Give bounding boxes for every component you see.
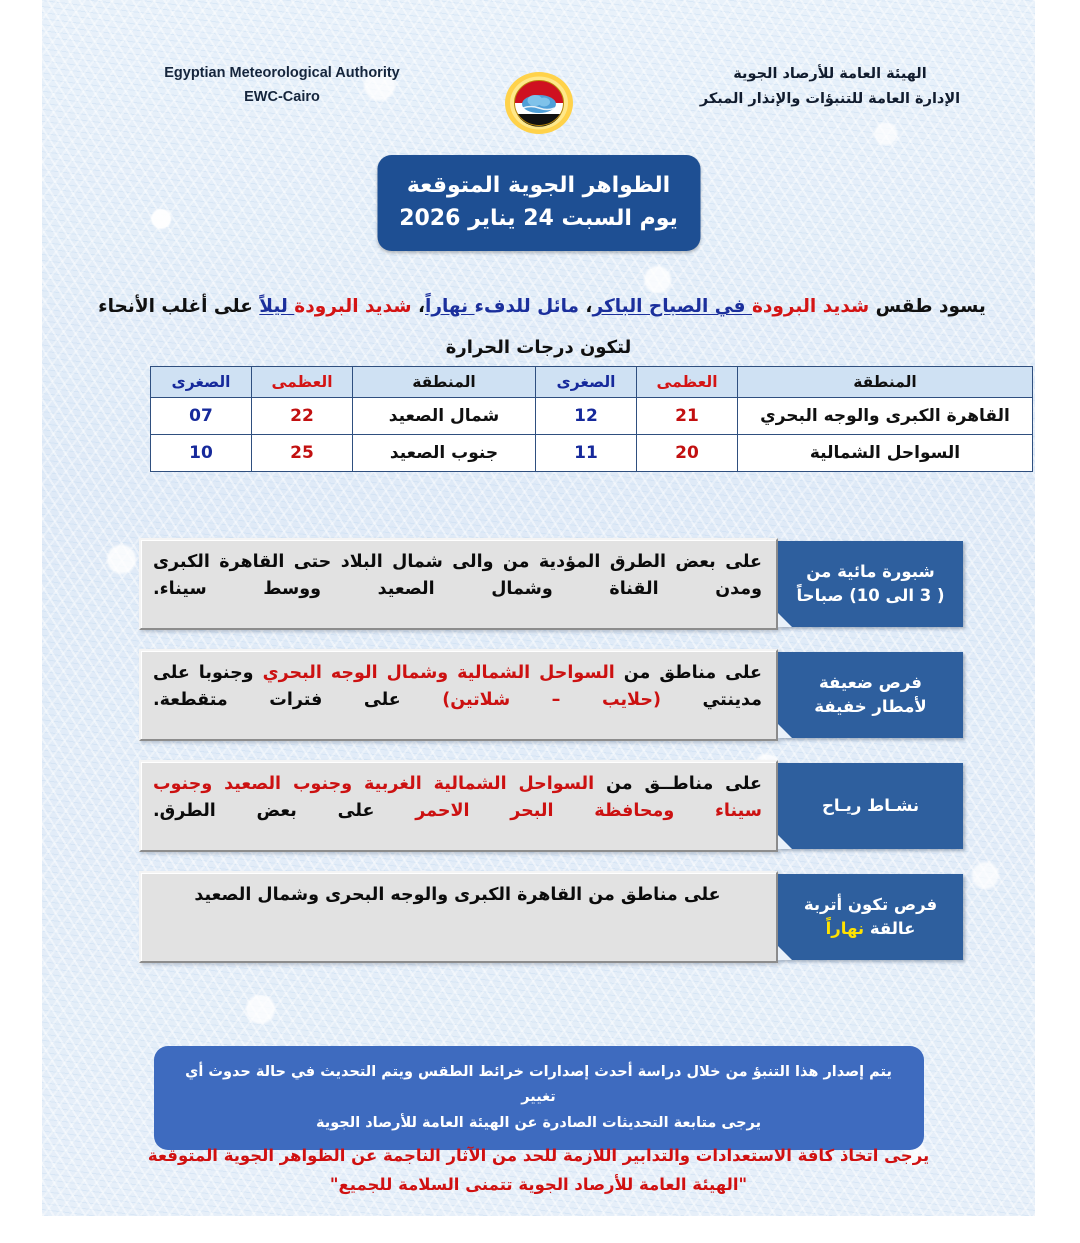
phenomena-list xyxy=(130,538,963,982)
phenomenon-card-fog xyxy=(130,538,963,630)
title-line1: الظواهر الجوية المتوقعة xyxy=(406,173,671,198)
cell-min-left: 10 xyxy=(151,435,252,472)
intro-seg-comma2: ، xyxy=(411,296,425,317)
card-body-rain xyxy=(139,649,778,741)
card-label-fog-text xyxy=(796,560,944,608)
card-label-wind-line1: نشـاط ريـاح xyxy=(821,796,920,816)
cell-min-left: 07 xyxy=(151,398,252,435)
cell-min-right: 11 xyxy=(536,435,637,472)
card-fold-corner-icon xyxy=(778,946,792,960)
phenomenon-card-dust xyxy=(130,871,963,963)
phenomenon-card-wind xyxy=(130,760,963,852)
intro-sentence xyxy=(97,293,987,322)
intro-seg-cold-morning: شديد البرودة xyxy=(752,296,870,317)
update-note-line1: يتم إصدار هذا التنبؤ من خلال دراسة أحدث إصدارات خرائط الطقس ويتم التحديث في حالة حدوث أي تغيير xyxy=(185,1064,892,1106)
header-max-right: العظمى xyxy=(637,367,738,398)
header-min-right: الصغرى xyxy=(536,367,637,398)
card-body-rain-seg3: على فترات متقطعة. xyxy=(153,690,443,711)
header-region-right: المنطقة xyxy=(738,367,1033,398)
header-max-left: العظمى xyxy=(252,367,353,398)
safety-footer-line1: يرجى اتخاذ كافة الاستعدادات والتدابير اللازمة للحد من الآثار الناجمة عن الظواهر الجوية المتوقعة xyxy=(147,1146,930,1165)
document-sheet xyxy=(42,0,1035,1216)
header-arabic-line1: الهيئة العامة للأرصاد الجوية xyxy=(733,66,927,82)
table-header-row xyxy=(151,367,1033,398)
card-label-fog xyxy=(778,541,963,627)
cell-min-right: 12 xyxy=(536,398,637,435)
card-label-rain xyxy=(778,652,963,738)
card-label-dust-line2a: عالقة xyxy=(864,919,916,938)
card-label-rain-text xyxy=(814,671,926,719)
phenomenon-card-rain xyxy=(130,649,963,741)
intro-seg-early-morning: في الصباح الباكر xyxy=(592,296,752,317)
ema-logo xyxy=(501,70,577,136)
card-body-rain-seg1: على مناطق من xyxy=(614,663,762,683)
card-body-wind xyxy=(139,760,778,852)
title-line2: يوم السبت 24 يناير 2026 xyxy=(399,206,678,231)
card-label-dust-text xyxy=(804,893,937,941)
card-label-rain-line2: لأمطار خفيفة xyxy=(814,697,927,716)
table-row xyxy=(151,435,1033,472)
table-row xyxy=(151,398,1033,435)
title-banner xyxy=(377,155,700,251)
card-body-wind-red1: السواحل الشمالية الغربية وجنوب الصعيد وجنوب سيناء ومحافظة البحر الاحمر xyxy=(153,774,763,822)
card-body-rain-seg2: وجنوبا على مدينتي xyxy=(153,663,762,711)
cell-region-left: جنوب الصعيد xyxy=(353,435,536,472)
card-label-wind xyxy=(778,763,963,849)
card-label-dust-line1: فرص تكون أتربة xyxy=(803,895,938,915)
safety-footer-line2: "الهيئة العامة للأرصاد الجوية تتمنى السلامة للجميع" xyxy=(329,1174,748,1194)
intro-seg-regions: على أغلب الأنحاء xyxy=(98,296,260,317)
intro-seg-1: يسود طقس xyxy=(869,296,986,317)
temperature-table xyxy=(150,366,1033,472)
cell-max-left: 25 xyxy=(252,435,353,472)
safety-footer xyxy=(42,1142,1035,1200)
cell-region-left: شمال الصعيد xyxy=(353,398,536,435)
card-label-dust-daytime: نهاراً xyxy=(825,919,865,938)
intro-seg-warm: مائل للدفء xyxy=(474,296,579,317)
intro-seg-comma1: ، xyxy=(578,296,593,317)
intro-seg-nighttime: ليلاً xyxy=(259,296,295,317)
cell-region-right: السواحل الشمالية xyxy=(738,435,1033,472)
card-body-dust-text: على مناطق من القاهرة الكبرى والوجه البحرى وشمال الصعيد xyxy=(194,885,721,905)
card-body-fog-text: على بعض الطرق المؤدية من والى شمال البلاد حتى القاهرة الكبرى ومدن القناة وشمال الصعيد ووسط سيناء. xyxy=(153,552,762,600)
card-label-dust xyxy=(778,874,963,960)
card-body-dust xyxy=(139,871,778,963)
header-english-line2: EWC-Cairo xyxy=(244,88,320,105)
header-region-left: المنطقة xyxy=(353,367,536,398)
card-label-rain-line1: فرص ضعيفة xyxy=(819,673,922,693)
cell-max-left: 22 xyxy=(252,398,353,435)
card-body-rain-red1: السواحل الشمالية وشمال الوجه البحري xyxy=(262,663,615,683)
intro-seg-cold-night: شديد البرودة xyxy=(294,296,412,317)
header-arabic-block xyxy=(665,62,995,111)
cell-max-right: 21 xyxy=(637,398,738,435)
cell-region-right: القاهرة الكبرى والوجه البحري xyxy=(738,398,1033,435)
update-note-banner xyxy=(154,1046,924,1150)
header-arabic-line2: الإدارة العامة للتنبؤات والإنذار المبكر xyxy=(699,90,961,107)
page-header xyxy=(42,58,1035,148)
cell-max-right: 20 xyxy=(637,435,738,472)
card-label-fog-line1: شبورة مائية من xyxy=(806,562,935,582)
card-body-wind-seg1: على مناطــق من xyxy=(594,774,762,794)
card-fold-corner-icon xyxy=(778,724,792,738)
header-english-line1: Egyptian Meteorological Authority xyxy=(164,65,400,81)
update-note-line2: يرجى متابعة التحديثات الصادرة عن الهيئة العامة للأرصاد الجوية xyxy=(315,1114,762,1131)
header-min-left: الصغرى xyxy=(151,367,252,398)
card-body-wind-seg2: على بعض الطرق. xyxy=(153,801,416,822)
card-body-rain-red2: (حلايب – شلاتين) xyxy=(442,690,661,711)
temperature-subheading: لتكون درجات الحرارة xyxy=(445,337,632,358)
card-fold-corner-icon xyxy=(778,613,792,627)
intro-seg-daytime: نهاراً xyxy=(424,296,475,317)
card-label-fog-line2: ( 3 الى 10) صباحاً xyxy=(796,586,945,605)
card-body-fog xyxy=(139,538,778,630)
card-fold-corner-icon xyxy=(778,835,792,849)
header-english-block xyxy=(112,62,452,110)
